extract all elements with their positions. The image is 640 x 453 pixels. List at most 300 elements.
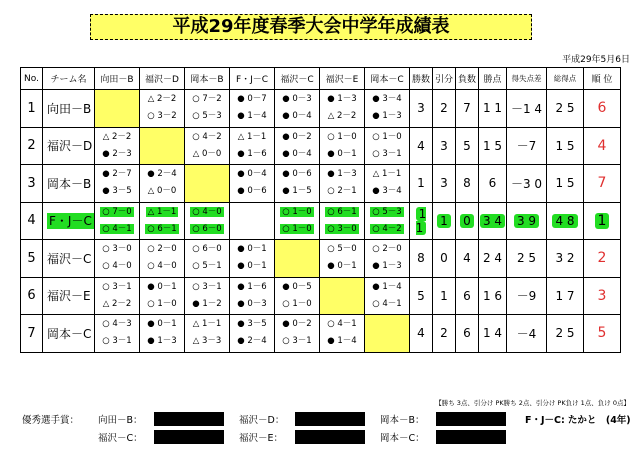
match-score (365, 241, 409, 258)
stat-value: 0 (460, 214, 474, 228)
match-score-text: ● 3－5 (237, 319, 267, 330)
match-score (230, 333, 274, 350)
match-score (365, 221, 409, 238)
header-stat: 得失点差 (507, 68, 547, 90)
stat-cell (547, 202, 584, 240)
match-score-text: ○ 4－3 (102, 319, 132, 330)
match-score (320, 108, 364, 125)
match-result-cell (95, 315, 140, 353)
stat-cell (433, 165, 456, 203)
match-score (230, 316, 274, 333)
redacted-name (436, 430, 506, 444)
rank-cell (584, 277, 621, 315)
match-score-text: ○ 3－2 (147, 111, 177, 122)
match-score-text: ● 0－1 (327, 148, 357, 159)
match-score (320, 221, 364, 238)
match-score-text: ○ 7－0 (102, 206, 132, 217)
self-match-cell (185, 165, 230, 203)
match-score-text: ● 1－3 (327, 169, 357, 180)
stat-value: 1 6 (482, 288, 503, 303)
stat-cell (547, 90, 584, 128)
match-result-cell (365, 277, 410, 315)
mvp-row (22, 428, 631, 446)
results-table (20, 67, 621, 353)
mvp-extra (525, 412, 631, 426)
points-legend: 【勝ち 3点、引分け PK勝ち 2点、引分け PK負け 1点、負け 0点】 (435, 399, 630, 407)
match-score-text: ● 3－5 (102, 186, 132, 197)
stat-value: 2 5 (555, 101, 575, 116)
team-name-text: 岡本－C (47, 326, 92, 341)
match-score-text: ● 0－6 (282, 169, 312, 180)
match-result-cell (275, 202, 320, 240)
redacted-name (295, 430, 365, 444)
mvp-entry (380, 430, 521, 444)
match-result-cell (320, 202, 365, 240)
rank-value: 2 (597, 250, 607, 267)
row-number: 7 (21, 315, 43, 353)
stat-value: 4 (417, 138, 425, 153)
match-result-cell (365, 165, 410, 203)
match-score (275, 221, 319, 238)
stat-cell (547, 315, 584, 353)
table-row (21, 165, 621, 203)
match-score (230, 258, 274, 275)
stat-value: －1 4 (510, 101, 543, 116)
stat-value: 3 4 (480, 214, 505, 228)
team-name-text: 福沢－C (47, 251, 92, 266)
stat-value: 4 (463, 251, 471, 266)
table-row (21, 240, 621, 278)
stat-value: －7 (516, 139, 537, 154)
rank-value: 4 (597, 137, 607, 154)
stat-cell (479, 315, 507, 353)
match-score-text: ● 0－1 (237, 261, 267, 272)
match-score-text: △ 1－1 (192, 319, 222, 330)
mvp-entry (380, 412, 521, 426)
match-score (230, 129, 274, 146)
header-stat: 勝点 (479, 68, 507, 90)
match-score (140, 166, 184, 183)
match-score (275, 279, 319, 296)
match-score (140, 296, 184, 313)
match-result-cell (320, 315, 365, 353)
team-name (43, 127, 95, 165)
rank-value: 5 (597, 325, 607, 342)
stat-cell (479, 202, 507, 240)
match-score-text: △ 1－1 (237, 131, 267, 142)
match-score (185, 241, 229, 258)
header-no: No. (21, 68, 43, 90)
match-score-text: ● 0－1 (147, 281, 177, 292)
stat-value: 1 (437, 214, 451, 228)
match-result-cell (230, 277, 275, 315)
match-score (140, 333, 184, 350)
header-opponent: 福沢－D (140, 68, 185, 90)
team-name-text: 福沢－D (47, 139, 93, 154)
match-score-text: ● 1－2 (192, 298, 222, 309)
match-score-text: ○ 3－0 (327, 223, 357, 234)
match-result-cell (95, 202, 140, 240)
stat-value: －3 0 (510, 176, 543, 191)
stat-cell (410, 240, 433, 278)
match-score (140, 183, 184, 200)
match-score-text: ● 0－3 (282, 94, 312, 105)
stat-cell (433, 315, 456, 353)
table-row (21, 202, 621, 240)
stat-cell (547, 127, 584, 165)
stat-cell (547, 165, 584, 203)
team-name (43, 277, 95, 315)
stat-cell (456, 90, 479, 128)
match-score-text: ○ 3－1 (102, 281, 132, 292)
match-score (320, 316, 364, 333)
stat-value: 1 1 (415, 206, 427, 235)
self-match-cell (275, 240, 320, 278)
match-score (95, 279, 139, 296)
match-score-text: ● 0－2 (282, 319, 312, 330)
header-opponent: F・J－C (230, 68, 275, 90)
stat-cell (433, 240, 456, 278)
stat-value: 1 1 (482, 101, 503, 116)
redacted-name (436, 412, 506, 426)
match-score (185, 258, 229, 275)
stat-value: 4 8 (552, 214, 577, 228)
match-score-text: ○ 4－1 (102, 223, 132, 234)
match-score (95, 129, 139, 146)
stat-cell (479, 277, 507, 315)
match-score-text: △ 2－2 (102, 131, 132, 142)
header-stat: 負数 (456, 68, 479, 90)
stat-cell (507, 165, 547, 203)
match-score-text: ○ 1－0 (327, 131, 357, 142)
row-number: 6 (21, 277, 43, 315)
stat-cell (479, 165, 507, 203)
stat-cell (410, 165, 433, 203)
match-score-text: ● 1－3 (372, 111, 402, 122)
row-number: 4 (21, 202, 43, 240)
match-result-cell (365, 202, 410, 240)
redacted-name (154, 412, 224, 426)
self-match-cell (230, 202, 275, 240)
match-score-text: ○ 6－1 (327, 206, 357, 217)
stat-value: 1 5 (555, 138, 575, 153)
match-result-cell (185, 277, 230, 315)
match-score-text: △ 0－0 (147, 186, 177, 197)
match-result-cell (230, 165, 275, 203)
stat-cell (479, 90, 507, 128)
match-score (95, 166, 139, 183)
stat-value: 5 (417, 288, 425, 303)
stat-cell (507, 127, 547, 165)
team-name-text: 向田－B (47, 101, 92, 116)
match-score-text: ● 2－3 (102, 148, 132, 159)
match-score-text: △ 2－2 (327, 111, 357, 122)
match-score-text: ○ 3－0 (102, 244, 132, 255)
team-name (43, 202, 95, 240)
match-result-cell (275, 127, 320, 165)
stat-value: 2 4 (482, 251, 503, 266)
stat-value: 3 (440, 138, 448, 153)
match-result-cell (230, 127, 275, 165)
rank-value: 7 (597, 175, 607, 192)
self-match-cell (140, 127, 185, 165)
row-number: 3 (21, 165, 43, 203)
stat-value: －9 (516, 289, 537, 304)
team-name (43, 240, 95, 278)
team-name-text: 岡本－B (47, 176, 92, 191)
match-score-text: △ 1－1 (147, 206, 177, 217)
rank-cell (584, 202, 621, 240)
match-score-text: ● 1－5 (282, 186, 312, 197)
stat-value: 3 (440, 176, 448, 191)
stat-value: 6 (463, 288, 471, 303)
stat-cell (410, 127, 433, 165)
match-result-cell (185, 202, 230, 240)
stat-value: 1 (417, 176, 425, 191)
stat-cell (433, 202, 456, 240)
match-score-text: ○ 2－1 (327, 186, 357, 197)
match-score (275, 129, 319, 146)
stat-value: 0 (440, 251, 448, 266)
rank-cell (584, 127, 621, 165)
match-score (185, 221, 229, 238)
match-result-cell (95, 127, 140, 165)
match-score (140, 279, 184, 296)
match-result-cell (365, 240, 410, 278)
match-score (230, 108, 274, 125)
match-score (230, 279, 274, 296)
match-score-text: ○ 4－0 (192, 206, 222, 217)
stat-cell (456, 202, 479, 240)
team-name-text: F・J－C (49, 214, 92, 229)
match-score (140, 91, 184, 108)
match-score-text: ○ 5－1 (192, 261, 222, 272)
match-score (365, 183, 409, 200)
stat-value: 1 (440, 288, 448, 303)
rank-cell (584, 165, 621, 203)
match-score (320, 129, 364, 146)
match-score (365, 258, 409, 275)
stat-value: 2 5 (516, 251, 537, 266)
match-score-text: ○ 6－1 (147, 223, 177, 234)
match-score-text: ● 0－1 (147, 319, 177, 330)
match-score (185, 279, 229, 296)
header-stat: 順 位 (584, 68, 621, 90)
match-result-cell (230, 240, 275, 278)
stat-cell (456, 127, 479, 165)
self-match-cell (95, 90, 140, 128)
match-score-text: ● 0－4 (237, 169, 267, 180)
match-score (365, 91, 409, 108)
stat-value: 2 (440, 101, 448, 116)
mvp-team: 福沢－C： (98, 433, 143, 444)
team-name-text: 福沢－E (47, 289, 91, 304)
header-opponent: 岡本－C (365, 68, 410, 90)
stat-value: 5 (463, 138, 471, 153)
team-name (43, 165, 95, 203)
match-score-text: ● 0－2 (282, 131, 312, 142)
match-score-text: ○ 5－3 (192, 111, 222, 122)
header-stat: 総得点 (547, 68, 584, 90)
match-result-cell (275, 277, 320, 315)
stat-value: 3 2 (555, 251, 575, 266)
match-score (185, 129, 229, 146)
stat-value: 2 5 (555, 326, 575, 341)
stat-value: 1 7 (555, 288, 575, 303)
stat-cell (507, 315, 547, 353)
stat-value: 3 (417, 101, 425, 116)
match-score (320, 146, 364, 163)
match-score (140, 241, 184, 258)
table-row (21, 127, 621, 165)
match-score-text: ○ 6－0 (192, 223, 222, 234)
mvp-row (22, 410, 631, 428)
match-score-text: △ 3－3 (192, 336, 222, 347)
match-score (365, 296, 409, 313)
match-score (230, 296, 274, 313)
stat-value: 1 5 (482, 138, 503, 153)
match-result-cell (140, 277, 185, 315)
match-score-text: ● 0－4 (282, 111, 312, 122)
match-result-cell (230, 90, 275, 128)
match-score (365, 129, 409, 146)
redacted-name (295, 412, 365, 426)
match-score-text: ● 0－1 (327, 261, 357, 272)
stat-cell (507, 240, 547, 278)
match-result-cell (140, 165, 185, 203)
match-score (275, 204, 319, 221)
match-score-text: ○ 3－1 (102, 336, 132, 347)
match-score (275, 166, 319, 183)
match-score-text: ○ 4－0 (102, 261, 132, 272)
match-score (320, 204, 364, 221)
match-score-text: ● 1－3 (147, 336, 177, 347)
match-score-text: ● 1－4 (372, 281, 402, 292)
match-score (185, 108, 229, 125)
match-score-text: ○ 4－2 (192, 131, 222, 142)
match-score (185, 296, 229, 313)
match-score-text: ● 1－6 (237, 281, 267, 292)
stat-cell (507, 202, 547, 240)
mvp-team: 岡本－C： (380, 433, 425, 444)
match-score (140, 221, 184, 238)
match-score-text: ○ 4－1 (372, 298, 402, 309)
match-score-text: △ 1－1 (372, 169, 402, 180)
header-team: チーム名 (43, 68, 95, 90)
match-score-text: ● 1－3 (327, 94, 357, 105)
match-score-text: ● 2－4 (147, 169, 177, 180)
match-score-text: ○ 3－1 (282, 336, 312, 347)
match-score (320, 258, 364, 275)
stat-value: 4 (417, 326, 425, 341)
header-stat: 引分 (433, 68, 456, 90)
stat-cell (456, 240, 479, 278)
mvp-entry (98, 412, 239, 426)
match-result-cell (140, 90, 185, 128)
match-score-text: ○ 1－0 (372, 131, 402, 142)
match-score-text: ● 1－6 (237, 148, 267, 159)
report-date: 平成29年5月6日 (562, 55, 630, 65)
header-opponent: 向田－B (95, 68, 140, 90)
stat-cell (410, 315, 433, 353)
team-name (43, 90, 95, 128)
mvp-entry (98, 430, 239, 444)
match-score (275, 333, 319, 350)
match-result-cell (275, 315, 320, 353)
stat-cell (507, 90, 547, 128)
match-score (275, 316, 319, 333)
mvp-extra-name: たかと (567, 415, 597, 426)
match-score-text: ● 0－1 (237, 244, 267, 255)
mvp-section (22, 410, 631, 446)
match-score-text: ● 2－7 (102, 169, 132, 180)
rank-cell (584, 315, 621, 353)
stat-cell (433, 277, 456, 315)
stat-cell (433, 90, 456, 128)
match-score-text: ● 1－4 (237, 111, 267, 122)
match-result-cell (230, 315, 275, 353)
match-score-text: ● 2－4 (237, 336, 267, 347)
mvp-extra-grade: (4年) (605, 415, 631, 426)
match-score-text: ● 3－4 (372, 186, 402, 197)
match-score-text: ○ 2－0 (147, 244, 177, 255)
match-result-cell (320, 240, 365, 278)
stat-value: 2 (440, 326, 448, 341)
match-score (95, 183, 139, 200)
match-score (320, 183, 364, 200)
header-opponent: 岡本－B (185, 68, 230, 90)
mvp-team: 福沢－D： (239, 415, 285, 426)
match-score (185, 146, 229, 163)
match-result-cell (185, 240, 230, 278)
match-result-cell (95, 240, 140, 278)
stat-value: 6 (463, 326, 471, 341)
match-score (320, 241, 364, 258)
match-result-cell (275, 90, 320, 128)
stat-cell (547, 277, 584, 315)
stat-value: 1 4 (482, 326, 503, 341)
match-score (185, 316, 229, 333)
match-score-text: ● 0－6 (237, 186, 267, 197)
header-opponent: 福沢－C (275, 68, 320, 90)
stat-cell (507, 277, 547, 315)
mvp-team: 福沢－E： (239, 433, 284, 444)
match-score (95, 316, 139, 333)
stat-value: 3 9 (514, 214, 539, 228)
match-result-cell (365, 127, 410, 165)
match-score (140, 316, 184, 333)
header-opponent: 福沢－E (320, 68, 365, 90)
table-row (21, 277, 621, 315)
match-score (365, 166, 409, 183)
match-result-cell (95, 165, 140, 203)
match-score (320, 333, 364, 350)
mvp-entry (239, 430, 380, 444)
match-score (365, 204, 409, 221)
match-result-cell (140, 315, 185, 353)
match-score-text: △ 2－2 (102, 298, 132, 309)
match-score (95, 204, 139, 221)
match-score-text: ● 1－4 (327, 336, 357, 347)
match-score-text: △ 2－2 (147, 94, 177, 105)
match-score-text: ○ 1－0 (282, 206, 312, 217)
stat-cell (456, 165, 479, 203)
stat-cell (547, 240, 584, 278)
row-number: 5 (21, 240, 43, 278)
stat-cell (433, 127, 456, 165)
match-score-text: ○ 6－0 (192, 244, 222, 255)
stat-value: 7 (463, 101, 471, 116)
